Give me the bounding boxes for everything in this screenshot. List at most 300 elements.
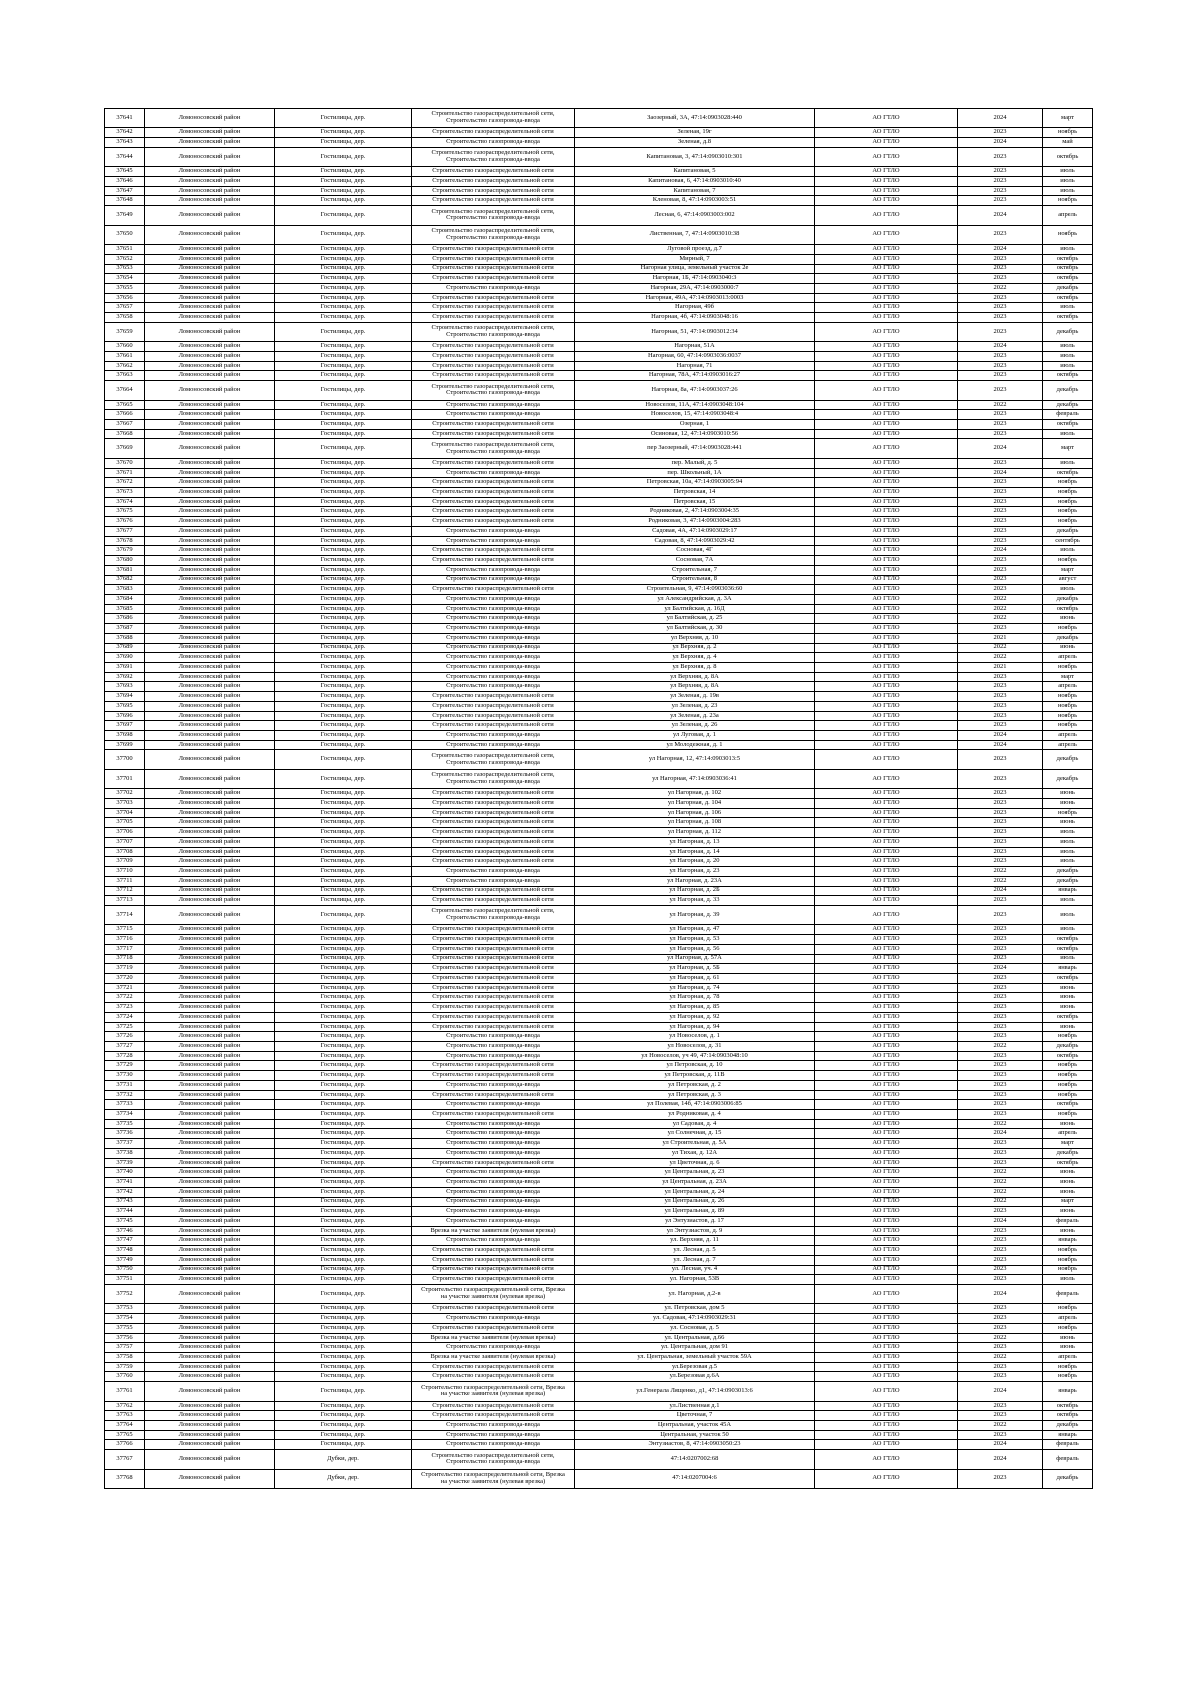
organization-cell: АО ГТЛО — [815, 322, 958, 341]
table-row — [105, 1226, 1093, 1236]
work-type-line: Строительство газораспределительной сети — [432, 487, 554, 495]
organization-cell: АО ГТЛО — [815, 867, 958, 877]
district-cell: Ломоносовский район — [145, 614, 275, 624]
year-cell: 2023 — [958, 167, 1043, 177]
address-cell: ул Нагорная, д. 14 — [575, 847, 815, 857]
month-cell: март — [1043, 1197, 1093, 1207]
settlement-cell: Гостилицы, дер. — [275, 964, 412, 974]
month-cell: март — [1043, 109, 1093, 128]
table-row — [105, 672, 1093, 682]
address-cell: Нагорная, 4б, 47:14:0903048:16 — [575, 313, 815, 323]
month-cell: ноябрь — [1043, 556, 1093, 566]
month-cell: июль — [1043, 458, 1093, 468]
month-cell: октябрь — [1043, 468, 1093, 478]
work-type-line: Строительство газораспределительной сети, Врезка — [421, 1471, 565, 1479]
table-row — [105, 1362, 1093, 1372]
work-type-line: Строительство газораспределительной сети — [432, 857, 554, 865]
settlement-cell: Гостилицы, дер. — [275, 206, 412, 225]
row-id-cell: 37653 — [105, 264, 145, 274]
address-cell: ул Нагорная, д. 61 — [575, 973, 815, 983]
table-row — [105, 896, 1093, 906]
work-type-cell — [412, 264, 575, 274]
month-cell: июнь — [1043, 1022, 1093, 1032]
row-id-cell: 37655 — [105, 283, 145, 293]
work-type-cell — [412, 322, 575, 341]
month-cell: декабрь — [1043, 526, 1093, 536]
work-type-line: Строительство газораспределительной сети — [432, 1304, 554, 1312]
address-cell: Нагорная, 1Б, 47:14:0903040:3 — [575, 274, 815, 284]
settlement-cell: Гостилицы, дер. — [275, 876, 412, 886]
year-cell: 2024 — [958, 206, 1043, 225]
district-cell: Ломоносовский район — [145, 128, 275, 138]
month-cell: декабрь — [1043, 322, 1093, 341]
year-cell: 2023 — [958, 1022, 1043, 1032]
work-type-cell — [412, 177, 575, 187]
work-type-line: Строительство газораспределительной сети, — [431, 907, 555, 915]
table-row — [105, 876, 1093, 886]
work-type-cell — [412, 662, 575, 672]
table-row — [105, 643, 1093, 653]
work-type-cell — [412, 138, 575, 148]
month-cell: ноябрь — [1043, 1265, 1093, 1275]
work-type-cell — [412, 293, 575, 303]
district-cell: Ломоносовский район — [145, 1450, 275, 1469]
work-type-cell — [412, 1275, 575, 1285]
row-id-cell: 37758 — [105, 1353, 145, 1363]
table-row — [105, 993, 1093, 1003]
settlement-cell: Гостилицы, дер. — [275, 1012, 412, 1022]
row-id-cell: 37683 — [105, 585, 145, 595]
row-id-cell: 37761 — [105, 1382, 145, 1401]
settlement-cell: Гостилицы, дер. — [275, 565, 412, 575]
address-cell: ул Луговая, д. 1 — [575, 731, 815, 741]
year-cell: 2023 — [958, 1051, 1043, 1061]
row-id-cell: 37689 — [105, 643, 145, 653]
table-row — [105, 633, 1093, 643]
organization-cell: АО ГТЛО — [815, 789, 958, 799]
organization-cell: АО ГТЛО — [815, 546, 958, 556]
row-id-cell: 37708 — [105, 847, 145, 857]
organization-cell: АО ГТЛО — [815, 313, 958, 323]
district-cell: Ломоносовский район — [145, 973, 275, 983]
month-cell: июнь — [1043, 1178, 1093, 1188]
work-type-cell — [412, 925, 575, 935]
work-type-line: Строительство газораспределительной сети, Врезка — [421, 1383, 565, 1391]
work-type-cell — [412, 682, 575, 692]
settlement-cell: Гостилицы, дер. — [275, 1314, 412, 1324]
address-cell: ул Полевая, 14б, 47:14:0903006:85 — [575, 1100, 815, 1110]
settlement-cell: Гостилицы, дер. — [275, 128, 412, 138]
settlement-cell: Гостилицы, дер. — [275, 1090, 412, 1100]
district-cell: Ломоносовский район — [145, 1032, 275, 1042]
year-cell: 2024 — [958, 546, 1043, 556]
table-row — [105, 196, 1093, 206]
organization-cell: АО ГТЛО — [815, 342, 958, 352]
settlement-cell: Гостилицы, дер. — [275, 526, 412, 536]
table-row — [105, 1333, 1093, 1343]
month-cell: апрель — [1043, 1314, 1093, 1324]
year-cell: 2023 — [958, 1411, 1043, 1421]
settlement-cell: Гостилицы, дер. — [275, 1139, 412, 1149]
work-type-line: Строительство газораспределительной сети — [432, 692, 554, 700]
month-cell: ноябрь — [1043, 1304, 1093, 1314]
table-row — [105, 847, 1093, 857]
settlement-cell: Гостилицы, дер. — [275, 604, 412, 614]
row-id-cell: 37717 — [105, 944, 145, 954]
work-type-line: Строительство газораспределительной сети — [432, 944, 554, 952]
settlement-cell: Гостилицы, дер. — [275, 1343, 412, 1353]
year-cell: 2023 — [958, 799, 1043, 809]
work-type-line: Строительство газораспределительной сети, — [431, 227, 555, 235]
organization-cell: АО ГТЛО — [815, 1168, 958, 1178]
organization-cell: АО ГТЛО — [815, 196, 958, 206]
work-type-cell — [412, 1148, 575, 1158]
address-cell: ул. Петровская, дом 5 — [575, 1304, 815, 1314]
month-cell: июнь — [1043, 1119, 1093, 1129]
table-row — [105, 1421, 1093, 1431]
table-row — [105, 1343, 1093, 1353]
work-type-line: Строительство газораспределительной сети — [432, 1158, 554, 1166]
row-id-cell: 37643 — [105, 138, 145, 148]
settlement-cell: Гостилицы, дер. — [275, 1216, 412, 1226]
settlement-cell: Гостилицы, дер. — [275, 1168, 412, 1178]
year-cell: 2023 — [958, 351, 1043, 361]
address-cell: Строительная, 9, 47:14:0903036:60 — [575, 585, 815, 595]
work-type-cell — [412, 808, 575, 818]
organization-cell: АО ГТЛО — [815, 303, 958, 313]
settlement-cell: Гостилицы, дер. — [275, 818, 412, 828]
settlement-cell: Гостилицы, дер. — [275, 1071, 412, 1081]
month-cell: октябрь — [1043, 944, 1093, 954]
row-id-cell: 37662 — [105, 361, 145, 371]
organization-cell: АО ГТЛО — [815, 1304, 958, 1314]
work-type-cell — [412, 128, 575, 138]
address-cell: Петровская, 14 — [575, 488, 815, 498]
table-row — [105, 1353, 1093, 1363]
year-cell: 2023 — [958, 1304, 1043, 1314]
organization-cell: АО ГТЛО — [815, 293, 958, 303]
year-cell: 2023 — [958, 701, 1043, 711]
organization-cell: АО ГТЛО — [815, 944, 958, 954]
year-cell: 2023 — [958, 1158, 1043, 1168]
month-cell: октябрь — [1043, 1158, 1093, 1168]
year-cell: 2023 — [958, 507, 1043, 517]
organization-cell: АО ГТЛО — [815, 526, 958, 536]
district-cell: Ломоносовский район — [145, 1148, 275, 1158]
month-cell: октябрь — [1043, 935, 1093, 945]
month-cell: январь — [1043, 1382, 1093, 1401]
organization-cell: АО ГТЛО — [815, 1255, 958, 1265]
work-type-cell — [412, 1119, 575, 1129]
year-cell: 2023 — [958, 624, 1043, 634]
row-id-cell: 37716 — [105, 935, 145, 945]
address-cell: ул Петровская, д. 2 — [575, 1080, 815, 1090]
work-type-line: Строительство газораспределительной сети — [432, 507, 554, 515]
table-row — [105, 546, 1093, 556]
row-id-cell: 37748 — [105, 1246, 145, 1256]
district-cell: Ломоносовский район — [145, 303, 275, 313]
work-type-line: Строительство газораспределительной сети — [432, 964, 554, 972]
district-cell: Ломоносовский район — [145, 517, 275, 527]
organization-cell: АО ГТЛО — [815, 653, 958, 663]
work-type-line: на участке заявителя (нулевая врезка) — [440, 1477, 546, 1485]
month-cell: сентябрь — [1043, 536, 1093, 546]
year-cell: 2023 — [958, 1226, 1043, 1236]
year-cell: 2023 — [958, 1061, 1043, 1071]
table-row — [105, 886, 1093, 896]
work-type-cell — [412, 478, 575, 488]
settlement-cell: Гостилицы, дер. — [275, 245, 412, 255]
settlement-cell: Гостилицы, дер. — [275, 594, 412, 604]
year-cell: 2023 — [958, 536, 1043, 546]
work-type-line: Строительство газопровода-ввода — [446, 1041, 540, 1049]
settlement-cell: Гостилицы, дер. — [275, 342, 412, 352]
table-row — [105, 1255, 1093, 1265]
district-cell: Ломоносовский район — [145, 692, 275, 702]
district-cell: Ломоносовский район — [145, 196, 275, 206]
district-cell: Ломоносовский район — [145, 896, 275, 906]
month-cell: июль — [1043, 585, 1093, 595]
row-id-cell: 37736 — [105, 1129, 145, 1139]
address-cell: ул Молодежная, д. 1 — [575, 740, 815, 750]
month-cell: ноябрь — [1043, 507, 1093, 517]
organization-cell: АО ГТЛО — [815, 458, 958, 468]
work-type-line: Строительство газопровода-ввода — [446, 867, 540, 875]
work-type-line: Строительство газопровода-ввода — [446, 447, 540, 455]
table-row — [105, 1450, 1093, 1469]
work-type-line: Строительство газопровода-ввода — [446, 1236, 540, 1244]
address-cell: ул Петровская, д. 11В — [575, 1071, 815, 1081]
settlement-cell: Гостилицы, дер. — [275, 536, 412, 546]
table-row — [105, 507, 1093, 517]
row-id-cell: 37729 — [105, 1061, 145, 1071]
work-type-cell — [412, 1236, 575, 1246]
work-type-line: Строительство газораспределительной сети — [432, 128, 554, 136]
month-cell: октябрь — [1043, 254, 1093, 264]
year-cell: 2023 — [958, 837, 1043, 847]
row-id-cell: 37696 — [105, 711, 145, 721]
table-row — [105, 1411, 1093, 1421]
organization-cell: АО ГТЛО — [815, 847, 958, 857]
work-type-line: Строительство газораспределительной сети — [432, 973, 554, 981]
row-id-cell: 37647 — [105, 186, 145, 196]
year-cell: 2023 — [958, 925, 1043, 935]
row-id-cell: 37760 — [105, 1372, 145, 1382]
work-type-line: Строительство газопровода-ввода — [446, 1178, 540, 1186]
address-cell: ул.Березовая д.6А — [575, 1372, 815, 1382]
address-cell: ул Центральная, д. 26 — [575, 1197, 815, 1207]
work-type-cell — [412, 964, 575, 974]
row-id-cell: 37764 — [105, 1421, 145, 1431]
month-cell: ноябрь — [1043, 1080, 1093, 1090]
settlement-cell: Гостилицы, дер. — [275, 828, 412, 838]
address-cell: ул Нагорная, 12, 47:14:0903013:5 — [575, 750, 815, 769]
address-cell: Лесная, 6, 47:14:0903003:002 — [575, 206, 815, 225]
address-cell: Кленовая, 8, 47:14:0903003:51 — [575, 196, 815, 206]
work-type-line: Строительство газораспределительной сети — [432, 954, 554, 962]
district-cell: Ломоносовский район — [145, 400, 275, 410]
row-id-cell: 37733 — [105, 1100, 145, 1110]
year-cell: 2023 — [958, 303, 1043, 313]
work-type-line: Строительство газопровода-ввода — [446, 1420, 540, 1428]
work-type-line: Строительство газопровода-ввода — [446, 410, 540, 418]
row-id-cell: 37745 — [105, 1216, 145, 1226]
organization-cell: АО ГТЛО — [815, 1090, 958, 1100]
settlement-cell: Гостилицы, дер. — [275, 303, 412, 313]
organization-cell: АО ГТЛО — [815, 1440, 958, 1450]
settlement-cell: Гостилицы, дер. — [275, 313, 412, 323]
work-type-cell — [412, 342, 575, 352]
table-row — [105, 857, 1093, 867]
organization-cell: АО ГТЛО — [815, 1401, 958, 1411]
district-cell: Ломоносовский район — [145, 342, 275, 352]
address-cell: ул Новоселов, д. 1 — [575, 1032, 815, 1042]
organization-cell: АО ГТЛО — [815, 1032, 958, 1042]
work-type-line: Строительство газопровода-ввода — [446, 156, 540, 164]
district-cell: Ломоносовский район — [145, 1110, 275, 1120]
table-row — [105, 458, 1093, 468]
district-cell: Ломоносовский район — [145, 837, 275, 847]
work-type-cell — [412, 1314, 575, 1324]
organization-cell: АО ГТЛО — [815, 1226, 958, 1236]
table-row — [105, 1042, 1093, 1052]
year-cell: 2023 — [958, 128, 1043, 138]
month-cell: апрель — [1043, 731, 1093, 741]
organization-cell: АО ГТЛО — [815, 1372, 958, 1382]
address-cell: Строительная, 8 — [575, 575, 815, 585]
district-cell: Ломоносовский район — [145, 1139, 275, 1149]
row-id-cell: 37711 — [105, 876, 145, 886]
address-cell: Нагорная, 51, 47:14:0903012:34 — [575, 322, 815, 341]
work-type-cell — [412, 867, 575, 877]
table-row — [105, 361, 1093, 371]
row-id-cell: 37710 — [105, 867, 145, 877]
settlement-cell: Гостилицы, дер. — [275, 488, 412, 498]
row-id-cell: 37705 — [105, 818, 145, 828]
address-cell: Капитановая, 7 — [575, 186, 815, 196]
table-row — [105, 1284, 1093, 1303]
table-row — [105, 565, 1093, 575]
settlement-cell: Гостилицы, дер. — [275, 740, 412, 750]
row-id-cell: 37677 — [105, 526, 145, 536]
table-row — [105, 303, 1093, 313]
organization-cell: АО ГТЛО — [815, 147, 958, 166]
address-cell: ул.Лиственная д.1 — [575, 1401, 815, 1411]
row-id-cell: 37692 — [105, 672, 145, 682]
address-cell: Лиственная, 7, 47:14:0903010:38 — [575, 225, 815, 244]
work-type-line: Строительство газораспределительной сети — [432, 342, 554, 350]
month-cell: ноябрь — [1043, 1372, 1093, 1382]
row-id-cell: 37700 — [105, 750, 145, 769]
work-type-line: Строительство газопровода-ввода — [446, 1216, 540, 1224]
work-type-line: Строительство газораспределительной сети — [432, 497, 554, 505]
month-cell: декабрь — [1043, 750, 1093, 769]
row-id-cell: 37658 — [105, 313, 145, 323]
district-cell: Ломоносовский район — [145, 808, 275, 818]
settlement-cell: Гостилицы, дер. — [275, 614, 412, 624]
settlement-cell: Гостилицы, дер. — [275, 138, 412, 148]
table-row — [105, 313, 1093, 323]
month-cell: июль — [1043, 896, 1093, 906]
row-id-cell: 37699 — [105, 740, 145, 750]
work-type-line: Строительство газораспределительной сети — [432, 264, 554, 272]
organization-cell: АО ГТЛО — [815, 254, 958, 264]
address-cell: ул Верхняя, д. 8А — [575, 682, 815, 692]
settlement-cell: Гостилицы, дер. — [275, 711, 412, 721]
table-row — [105, 245, 1093, 255]
year-cell: 2024 — [958, 964, 1043, 974]
district-cell: Ломоносовский район — [145, 1372, 275, 1382]
organization-cell: АО ГТЛО — [815, 410, 958, 420]
work-type-line: Врезка на участке заявителя (нулевая врезка) — [430, 1352, 556, 1360]
month-cell: октябрь — [1043, 313, 1093, 323]
year-cell: 2022 — [958, 400, 1043, 410]
row-id-cell: 37644 — [105, 147, 145, 166]
settlement-cell: Гостилицы, дер. — [275, 867, 412, 877]
address-cell: ул Нагорная, д. 2Б — [575, 886, 815, 896]
work-type-cell — [412, 109, 575, 128]
month-cell: июль — [1043, 186, 1093, 196]
address-cell: Центральная, участок 45А — [575, 1421, 815, 1431]
month-cell: декабрь — [1043, 1148, 1093, 1158]
work-type-line: Строительство газопровода-ввода — [446, 1139, 540, 1147]
month-cell: ноябрь — [1043, 624, 1093, 634]
district-cell: Ломоносовский район — [145, 361, 275, 371]
settlement-cell: Гостилицы, дер. — [275, 1051, 412, 1061]
settlement-cell: Гостилицы, дер. — [275, 351, 412, 361]
year-cell: 2023 — [958, 1469, 1043, 1488]
year-cell: 2024 — [958, 1450, 1043, 1469]
district-cell: Ломоносовский район — [145, 721, 275, 731]
district-cell: Ломоносовский район — [145, 1168, 275, 1178]
settlement-cell: Гостилицы, дер. — [275, 410, 412, 420]
table-row — [105, 867, 1093, 877]
month-cell: июнь — [1043, 1343, 1093, 1353]
table-row — [105, 177, 1093, 187]
table-row — [105, 1003, 1093, 1013]
work-type-line: Строительство газораспределительной сети, — [431, 110, 555, 118]
settlement-cell: Гостилицы, дер. — [275, 458, 412, 468]
address-cell: пер. Школьный, 1А — [575, 468, 815, 478]
year-cell: 2023 — [958, 818, 1043, 828]
organization-cell: АО ГТЛО — [815, 575, 958, 585]
address-cell: ул Нагорная, д. 104 — [575, 799, 815, 809]
work-type-line: Строительство газопровода-ввода — [446, 740, 540, 748]
row-id-cell: 37704 — [105, 808, 145, 818]
work-type-line: Строительство газопровода-ввода — [446, 778, 540, 786]
address-cell: ул Верхняя, д. 4 — [575, 653, 815, 663]
district-cell: Ломоносовский район — [145, 371, 275, 381]
month-cell: апрель — [1043, 206, 1093, 225]
work-type-line: Строительство газопровода-ввода — [446, 876, 540, 884]
settlement-cell: Гостилицы, дер. — [275, 478, 412, 488]
row-id-cell: 37747 — [105, 1236, 145, 1246]
settlement-cell: Гостилицы, дер. — [275, 1353, 412, 1363]
address-cell: ул. Сосновая, д. 5 — [575, 1323, 815, 1333]
month-cell: апрель — [1043, 740, 1093, 750]
row-id-cell: 37679 — [105, 546, 145, 556]
address-cell: ул Нагорная, д. 23 — [575, 867, 815, 877]
work-type-cell — [412, 526, 575, 536]
year-cell: 2023 — [958, 789, 1043, 799]
district-cell: Ломоносовский район — [145, 594, 275, 604]
row-id-cell: 37661 — [105, 351, 145, 361]
row-id-cell: 37651 — [105, 245, 145, 255]
work-type-cell — [412, 905, 575, 924]
settlement-cell: Гостилицы, дер. — [275, 1061, 412, 1071]
settlement-cell: Гостилицы, дер. — [275, 925, 412, 935]
work-type-line: Строительство газопровода-ввода — [446, 1440, 540, 1448]
